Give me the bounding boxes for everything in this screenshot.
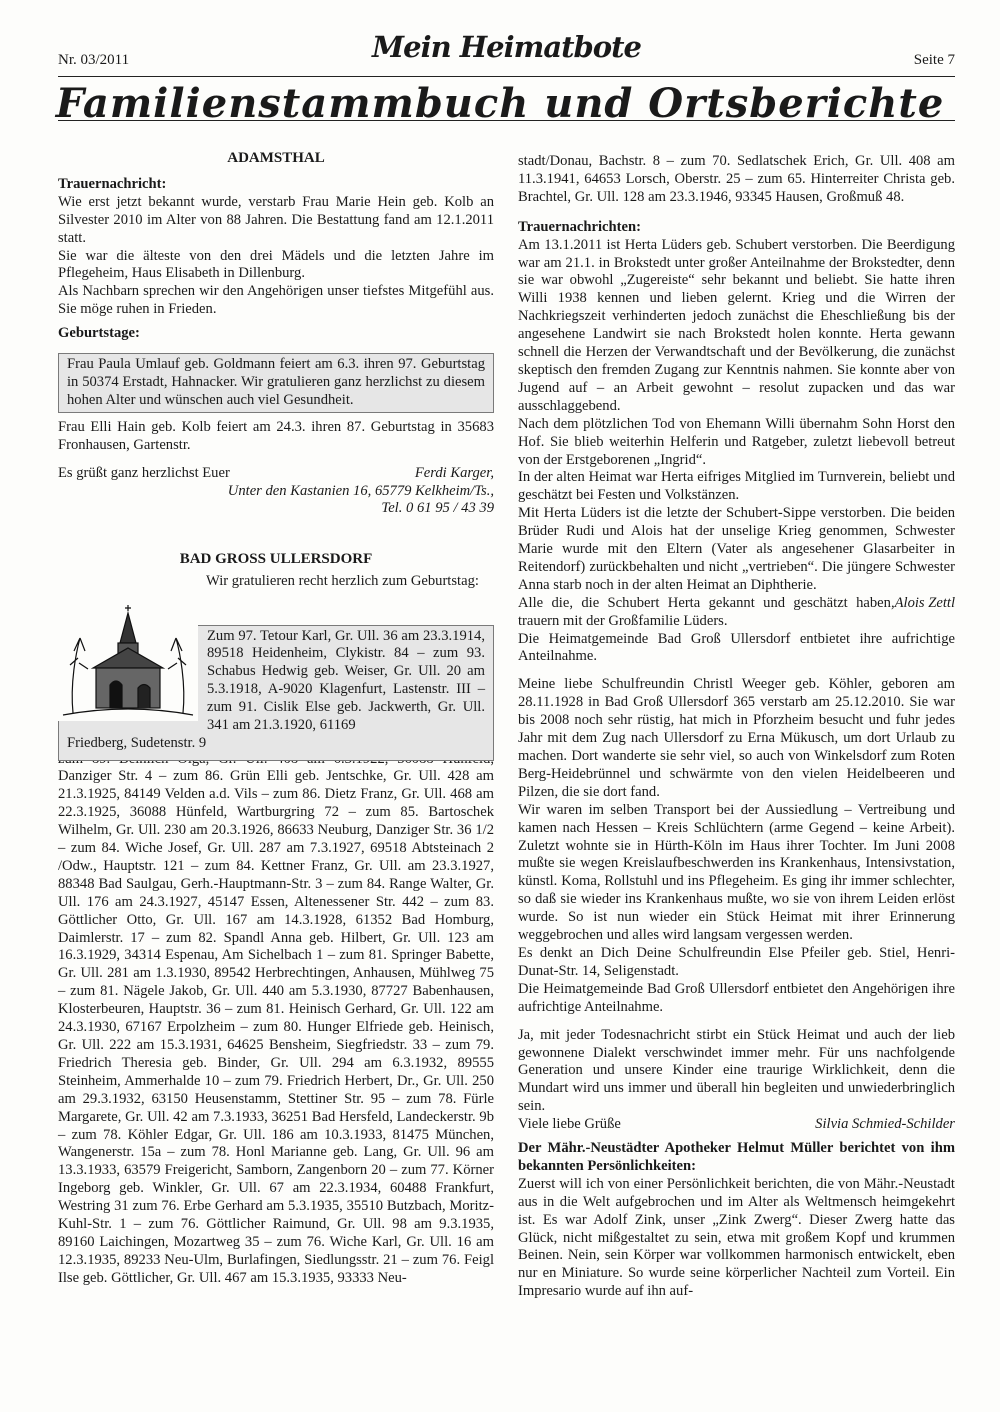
masthead-logo: Mein Heimatbote [372, 30, 641, 64]
issue-number: Nr. 03/2011 [58, 52, 130, 68]
lueders-para-5-wrap [518, 595, 955, 631]
trauer-heading: Trauernachrichten: [518, 218, 641, 235]
badgross-intro-zone [58, 572, 494, 751]
lueders-para-4: Mit Herta Lüders ist die letzte der Schubert-Sippe verstorben. Die beiden Brüder Rudi und Alois hat der unselige Krieg genommen, Schwester Marie wurde mit den Eltern (Vater als angesehener Glasarbeiter in Reitendorf) zurückbehalten und nicht „vertrieben“. Die jüngere Schwester Anna starb noch in der alten Heimat an Diphtherie. [518, 505, 955, 593]
adamsthal-geb-heading: Geburtstage: [58, 325, 140, 342]
greeting-address: Unter den Kastanien 16, 65779 Kelkheim/Ts., [227, 482, 494, 499]
birthday-box-text: Zum 97. Tetour Karl, Gr. Ull. 36 am 23.3.1914, 89518 Heidenheim, Clykistr. 84 – zum 93. Schabus Hedwig geb. Weiser, Gr. Ull. 20 am 5.3.1918, A-9020 Klagenfurt, Lastenstr. III – zum 91. Cislik Else geb. Jackwerth, Gr. Ull. 341 am 21.3.1920, 61169 [207, 627, 485, 734]
birthday-box-end: Friedberg, Sudetenstr. 9 [67, 734, 207, 751]
adamsthal-title: ADAMSTHAL [227, 150, 325, 166]
lueders-signature: Alois Zettl [894, 594, 955, 611]
mueller-heading: Der Mähr.-Neustädter Apotheker Helmut Müller berichtet von ihm bekannten Persönlichkeiten: [518, 1140, 955, 1174]
greeting-name: Ferdi Karger, [414, 464, 494, 481]
left-column [58, 150, 494, 1288]
ja-para-2-wrap [518, 1116, 955, 1134]
lueders-para-3: In der alten Heimat war Herta eifriges Mitglied im Turnverein, beliebt und geschätzt bei Festen und Volkstänzen. [518, 469, 955, 504]
adamsthal-trauer-text: Wie erst jetzt bekannt wurde, verstarb Frau Marie Hein geb. Kolb an Silvester 2010 im Alter von 88 Jahren. Die Bestattung fand am 12.1.2011 statt. [58, 193, 494, 246]
lueders-para-5: Alle die, die Schubert Herta gekannt und geschätzt haben, trauern mit der Großfamilie Lüders. [518, 594, 895, 629]
page-number: Seite 7 [913, 52, 955, 68]
weeger-para-1: Meine liebe Schulfreundin Christl Weeger geb. Köhler, geboren am 28.11.1928 in Bad Groß Ullersdorf 365 verstarb am 25.12.2010. Sie war bis 2008 noch sehr rüstig, hat mich in Pforzheim besucht und fuhr jedes Jahr mit dem Zug nach Ullersdorf zu Erna Mükusch, um dort Urlaub zu machen. Dort wanderte sie sehr viel, so auch von Winkelsdorf zum Roten Berg-Heidebrünnel und schwärmte von den vielen Heidelbeeren und Pilzen, die sie dort fand. [518, 676, 955, 800]
greeting-signature [228, 465, 494, 519]
greeting-block [58, 465, 494, 523]
ja-para-2: Viele liebe Grüße [518, 1116, 621, 1133]
greeting-phone: Tel. 0 61 95 / 43 39 [381, 500, 494, 517]
mueller-text: Zuerst will ich von einer Persönlichkeit berichten, die von Mähr.-Neustadt aus in die Welt aufgebrochen und im Alter als Weltmensch heimgekehrt ist. Es war Adolf Zink, unser „Zink Zwerg“. Dieser Zwerg hatte das Glück, nicht mißgestaltet zu sein, etwa mit großem Kopf und krummen Beinen. Nein, sein Körper war vollkommen harmonisch entwickelt, eben nur en Miniature. So wurde seine körperlicher Nachteil zum Vorteil. Ein Impresario wurde auf ihn auf- [518, 1175, 955, 1300]
badgross-title: BAD GROSS ULLERSDORF [179, 550, 373, 567]
weeger-para-3: Es denkt an Dich Deine Schulfreundin Else Pfeiler geb. Stiel, Henri-Dunat-Str. 14, Seligenstadt. [518, 944, 955, 979]
birthday-list-continued: stadt/Donau, Bachstr. 8 – zum 70. Sedlatschek Erich, Gr. Ull. 408 am 11.3.1941, 64653 Lorsch, Oberstr. 25 – zum 65. Hinterreiter Christa geb. Brachtel, Gr. Ull. 128 am 23.3.1946, 93345 Hausen, Großmuß 48. [518, 153, 955, 205]
adamsthal-trauer-heading: Trauernachricht: [58, 175, 167, 192]
adamsthal-trauer-text2: Sie war die älteste von den drei Mädels und die letzten Jahre im Pflegeheim, Haus Elisabeth in Dillenburg. [58, 247, 494, 282]
adamsthal-trauer-text3: Als Nachbarn sprechen wir den Angehörigen unser tiefstes Mitgefühl aus. Sie möge ruhen in Frieden. [58, 283, 494, 318]
umlauf-box [58, 353, 494, 413]
banner-rule [58, 120, 955, 121]
lueders-para-1: Am 13.1.2011 ist Herta Lüders geb. Schubert verstorben. Die Beerdigung war am 21.1. in Brokstedt unter großer Anteilnahme der Brokstedter, denn sie war obwohl „Zugereiste“ sehr bekannt und beliebt. Sie hatte ihren Willi 1938 kennen und lieben gelernt. Krieg und die Wirren der Nachkriegszeit verhinderten jedoch zunächst die Eheschließung bis der angesehene Landwirt sie nach Brokstedt holen konnte. Herta gewann schnell die Herzen der Verwandtschaft und der Bevölkerung, die zunächst skeptisch den fremden Zugang zur Kenntnis nahmen. Sie konnte aber von Jugend auf – an Arbeit gewohnt – resolut zupacken und das war ausschlaggebend. [518, 236, 955, 414]
ja-signature: Silvia Schmied-Schilder [815, 1116, 955, 1133]
church-illustration-icon [58, 603, 198, 721]
badgross-intro: Wir gratulieren recht herzlich zum Geburtstag: [206, 572, 479, 589]
weeger-para-4: Die Heimatgemeinde Bad Groß Ullersdorf entbietet den Angehörigen ihre aufrichtige Anteilnahme. [518, 980, 955, 1015]
section-banner: Familienstammbuch und Ortsberichte [55, 80, 945, 127]
ja-para-1: Ja, mit jeder Todesnachricht stirbt ein Stück Heimat und auch der lieb gewonnene Dialekt verschwindet immer mehr. Für uns nachfolgende Generation und unsere Kinder eine traurige Wirklichkeit, denn die Mundart wird uns immer und überall hin begleiten und unwiederbringlich sein. [518, 1026, 955, 1115]
right-column [518, 153, 955, 1301]
greeting-text: Es grüßt ganz herzlichst Euer [58, 464, 230, 481]
umlauf-text: Frau Paula Umlauf geb. Goldmann feiert am 6.3. ihren 97. Geburtstag in 50374 Erstadt, Hahnacker. Wir gratulieren ganz herzlichst zu diesem hohen Alter und wünschen auch viel Gesundheit. [67, 356, 485, 408]
lueders-para-2: Nach dem plötzlichen Tod von Ehemann Willi übernahm Sohn Horst den Hof. Sie blieb weiterhin Helferin und Ratgeber, zuletzt liebevoll betreut von der Erstgeborenen „Ingrid“. [518, 415, 955, 468]
birthday-list: Danziger Str. 4 – zum 86. Grün Elli geb. Jentschke, Gr. Ull. 428 am 21.3.1925, 84149 Velden a.d. Vils – zum 86. Dietz Franz, Gr. Ull. 468 am 22.3.1925, 36088 Hünfeld, Wartburgring 72 – zum 85. Bartoschek Wilhelm, Gr. Ull. 230 am 20.3.1926, 86633 Neuburg, Danziger Str. 36 1/2 – zum 84. Wiche Josef, Gr. Ull. 287 am 7.3.1927, 69518 Abtsteinach 2 /Odw., Hauptstr. 121 – zum 84. Kettner Franz, Gr. Ull. am 23.3.1927, 88348 Bad Saulgau, Gerh.-Hauptmann-Str. 3 – zum 84. Range Walter, Gr. Ull. 176 am 24.3.1927, 45147 Essen, Altenessener Str. 442 – zum 83. Göttlicher Otto, Gr. Ull. 167 am 14.3.1928, 61352 Bad Homburg, Daimlerstr. 17 – zum 82. Spandl Anna geb. Hilbert, Gr. Ull. 123 am 16.3.1929, 34314 Espenau, Am Sichelbach 1 – zum 81. Springer Babette, Gr. Ull. 281 am 1.3.1930, 89542 Herbrechtingen, Anhausen, Mühlweg 75 – zum 81. Nägele Jakob, Gr. Ull. 440 am 5.3.1930, 87727 Babenhausen, Klosterbeuren, Hauptstr. 36 – zum 81. Heinisch Gerhard, Gr. Ull. 122 am 24.3.1930, 67167 Erpolzheim – zum 80. Hunger Elfriede geb. Heinisch, Gr. Ull. 222 am 15.3.1931, 64625 Bensheim, Siegfriedstr. 33 – zum 79. Friedrich Theresia geb. Binder, Gr. Ull. 294 am 6.3.1932, 89555 Steinheim, Ammerhalde 10 – zum 79. Friedrich Herbert, Dr., Gr. Ull. 250 am 29.3.1932, 63150 Heusenstamm, Stettiner Str. 95 – zum 78. Fürle Margarete, Gr. Ull. 42 am 7.3.1933, 36251 Bad Hersfeld, Landeckerstr. 9b – zum 78. Köhler Edgar, Gr. Ull. 186 am 10.3.1933, 81475 München, Wangenerstr. 15a – zum 78. Honl Marianne geb. Lang, Gr. Ull. 96 am 13.3.1933, 63579 Freigericht, Samborn, Zangenborn 20 – zum 77. Körner Ingeborg geb. Winkler, Gr. Ull. 67 am 22.3.1934, 60488 Frankfurt, Westring 31 zum 76. Erbe Gerhard am 5.3.1935, 35510 Butzbach, Moritz-Kuhl-Str. 1 – zum 76. Göttlicher Raimund, Gr. Ull. 98 am 9.3.1935, 89160 Laichingen, Mozartweg 35 – zum 76. Wiche Karl, Gr. Ull. 16 am 12.3.1935, 89233 Neu-Ulm, Burlafingen, Siedlungsstr. 21 – zum 76. Feigl Ilse geb. Göttlicher, Gr. Ull. 467 am 15.3.1935, 93333 Neu- [58, 768, 494, 1286]
elli-text: Frau Elli Hain geb. Kolb feiert am 24.3. ihren 87. Geburtstag in 35683 Fronhausen, Gartenstr. [58, 418, 494, 453]
lueders-para-6: Die Heimatgemeinde Bad Groß Ullersdorf entbietet ihre aufrichtige Anteilnahme. [518, 630, 955, 665]
weeger-para-2: Wir waren im selben Transport bei der Aussiedlung – Vertreibung und kamen nach Hessen – Kreis Schlüchtern (arme Gegend – keine Arbeit). Zuletzt wohnte sie in Hürth-Köln im Haus ihrer Tochter. Im Juni 2008 mußte sie wegen Kreislaufbeschwerden ins Krankenhaus, Intensivstation, künstl. Koma, Rollstuhl und ins Pflegeheim. Es ging ihr immer schlechter, so daß sie wieder ins Krankenhaus mußte, wo sie von ihrem Leiden erlöst wurde. So ist nun wieder ein Stück Heimat mit ihrer Erinnerung weggebrochen und alles wird langsam vergessen werden. [518, 801, 955, 944]
page-header [58, 30, 955, 77]
